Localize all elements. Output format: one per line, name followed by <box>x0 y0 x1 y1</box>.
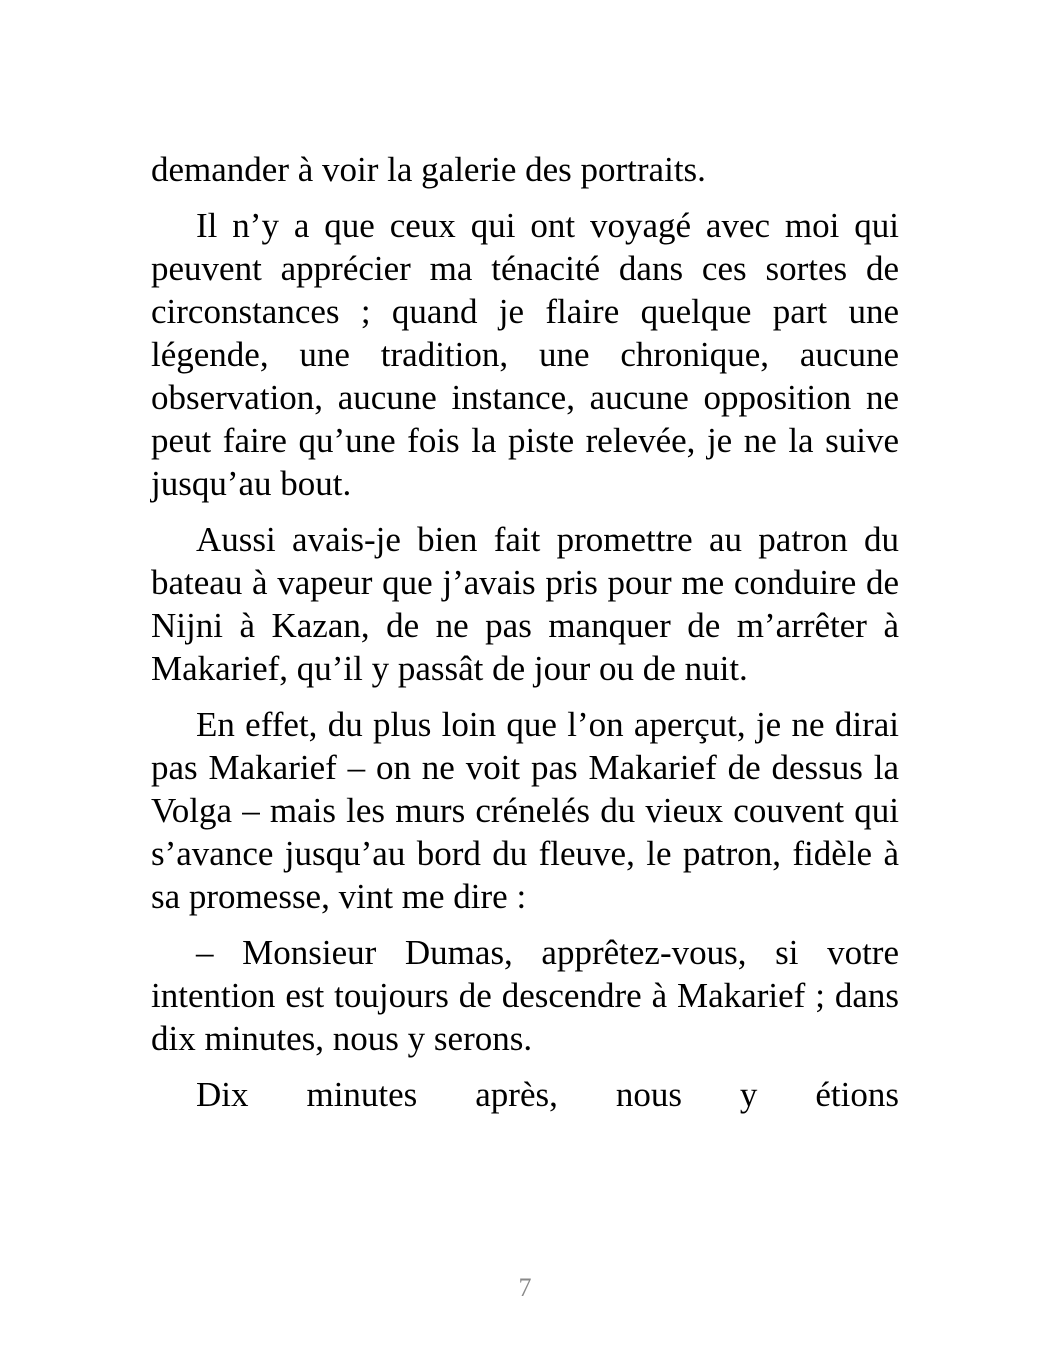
paragraph: En effet, du plus loin que l’on aperçut, je ne dirai pas Makarief – on ne voit pas Makarief de dessus la Volga – mais les murs crénelés du vieux couvent qui s’avance jusqu’au bord du fleuve, le patron, fidèle à sa promesse, vint me dire : <box>151 705 899 916</box>
paragraph-last: Dix minutes après, nous y étions <box>196 1075 899 1114</box>
page-text <box>151 148 899 1129</box>
paragraph: Il n’y a que ceux qui ont voyagé avec moi qui peuvent apprécier ma ténacité dans ces sortes de circonstances ; quand je flaire quelque part une légende, une tradition, une chronique, aucune observation, aucune instance, aucune opposition ne peut faire qu’une fois la piste relevée, je ne la suive jusqu’au bout. <box>151 206 899 503</box>
page-number: 7 <box>518 1273 532 1302</box>
paragraph-dialogue: – Monsieur Dumas, apprêtez-vous, si votre intention est toujours de descendre à Makarief ; dans dix minutes, nous y serons. <box>151 933 899 1058</box>
paragraph-continuation: demander à voir la galerie des portraits. <box>151 150 706 189</box>
paragraph: Aussi avais-je bien fait promettre au patron du bateau à vapeur que j’avais pris pour me conduire de Nijni à Kazan, de ne pas manquer de m’arrêter à Makarief, qu’il y passât de jour ou de nuit. <box>151 520 899 688</box>
